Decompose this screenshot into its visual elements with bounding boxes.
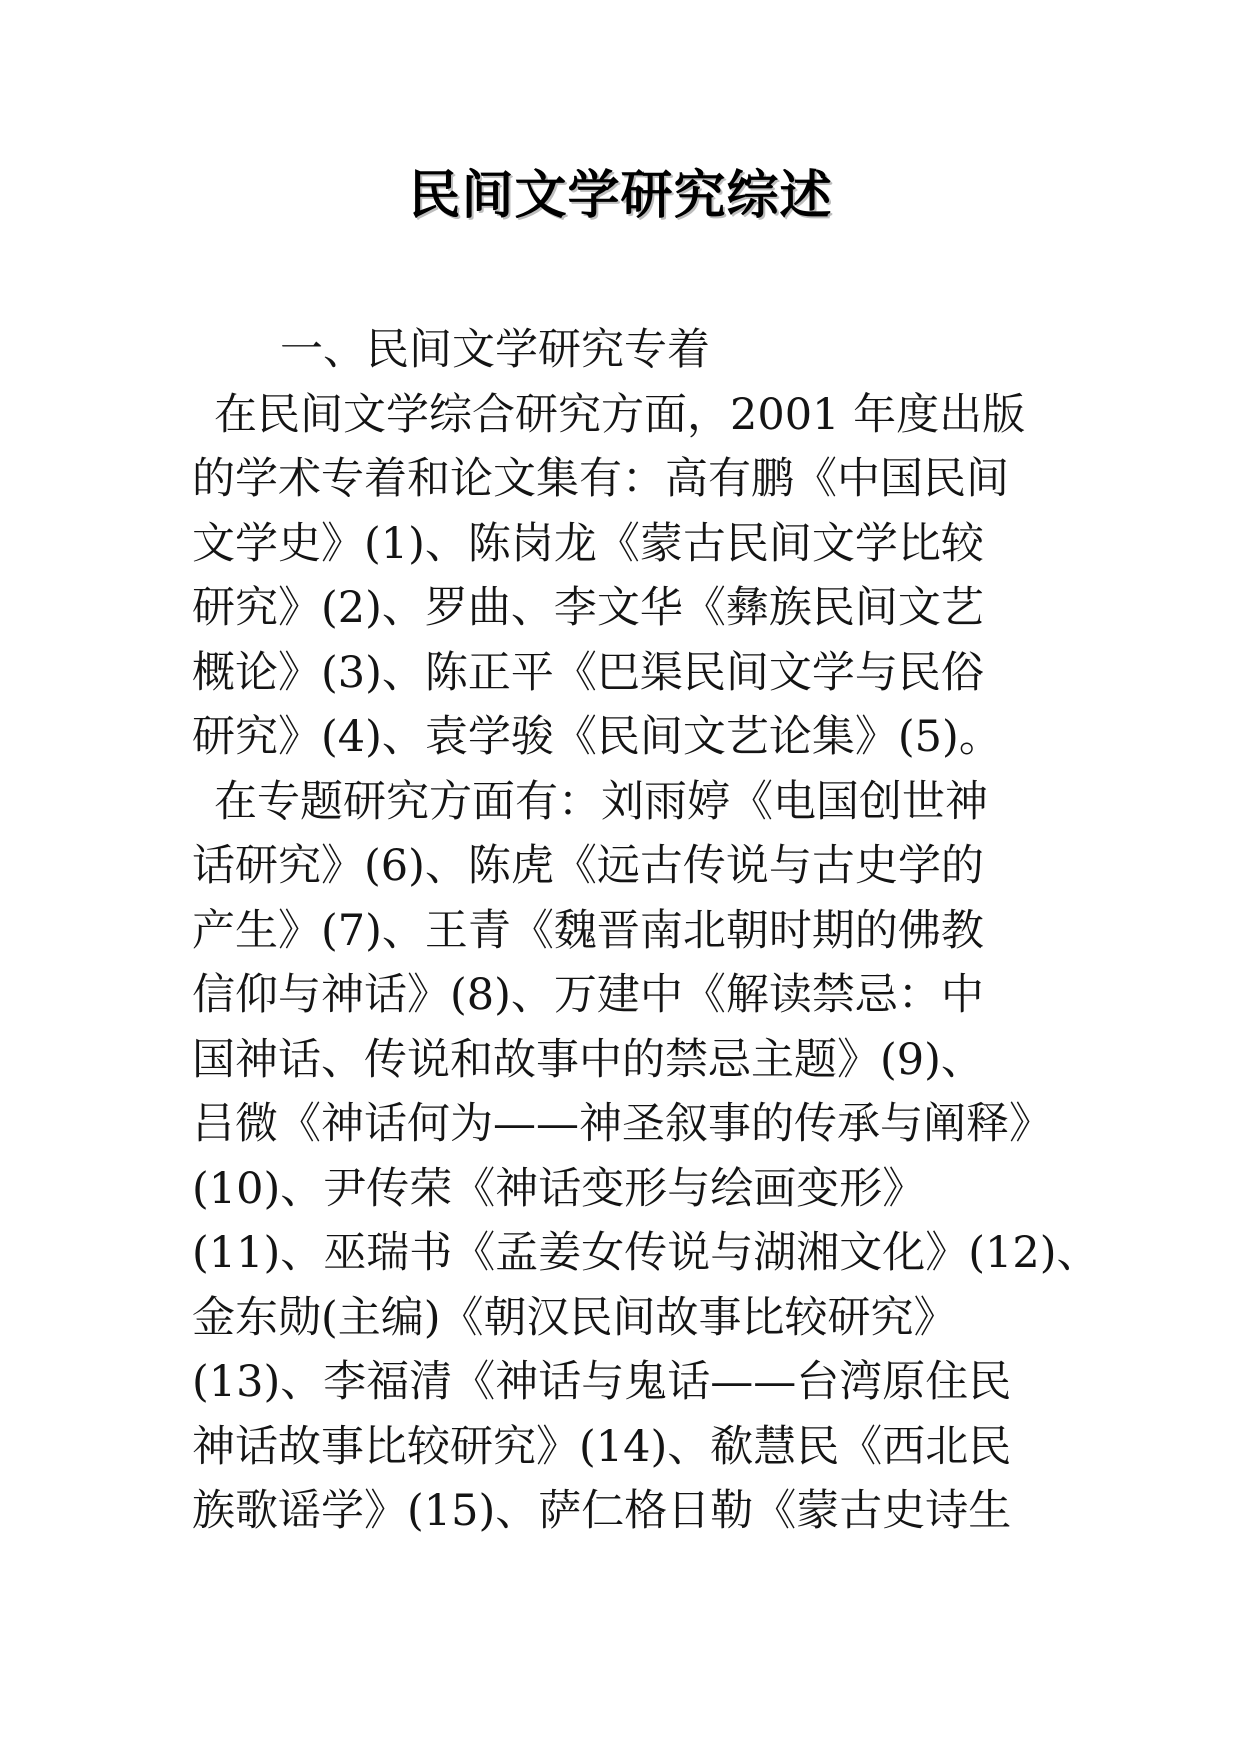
text-line: (11)、巫瑞书《孟姜女传说与湖湘文化》(12)、 [192, 1228, 1100, 1278]
text-line: 族歌谣学》(15)、萨仁格日勒《蒙古史诗生 [192, 1486, 1012, 1536]
text-line: 概论》(3)、陈正平《巴渠民间文学与民俗 [192, 647, 984, 698]
text-line: 话研究》(6)、陈虎《远古传说与古史学的 [192, 841, 984, 891]
body-text [192, 318, 1100, 1544]
text-line: 的学术专着和论文集有：高有鹏《中国民间 [192, 454, 1009, 504]
text-line: 神话故事比较研究》(14)、欷慧民《西北民 [192, 1421, 1012, 1472]
text-line: 研究》(4)、袁学骏《民间文艺论集》(5)。 [192, 712, 1002, 762]
document-title: 民间文学研究综述 [408, 165, 833, 226]
text-line: 金东勋(主编)《朝汉民间故事比较研究》 [192, 1292, 957, 1343]
text-line: 吕微《神话何为——神圣叙事的传承与阐释》 [192, 1099, 1052, 1149]
section-heading: 一、民间文学研究专着 [280, 325, 710, 375]
text-line: (10)、尹传荣《神话变形与绘画变形》 [192, 1163, 926, 1214]
text-line: 研究》(2)、罗曲、李文华《彝族民间文艺 [192, 583, 984, 633]
text-line: (13)、李福清《神话与鬼话——台湾原住民 [192, 1357, 1012, 1407]
text-line: 产生》(7)、王青《魏晋南北朝时期的佛教 [192, 905, 984, 956]
text-line: 在民间文学综合研究方面，2001 年度出版 [214, 389, 1026, 440]
text-line: 信仰与神话》(8)、万建中《解读禁忌：中 [192, 970, 984, 1020]
text-line: 文学史》(1)、陈岗龙《蒙古民间文学比较 [192, 518, 984, 569]
text-line: 在专题研究方面有：刘雨婷《电国创世神 [214, 776, 988, 827]
text-line: 国神话、传说和故事中的禁忌主题》(9)、 [192, 1034, 984, 1085]
